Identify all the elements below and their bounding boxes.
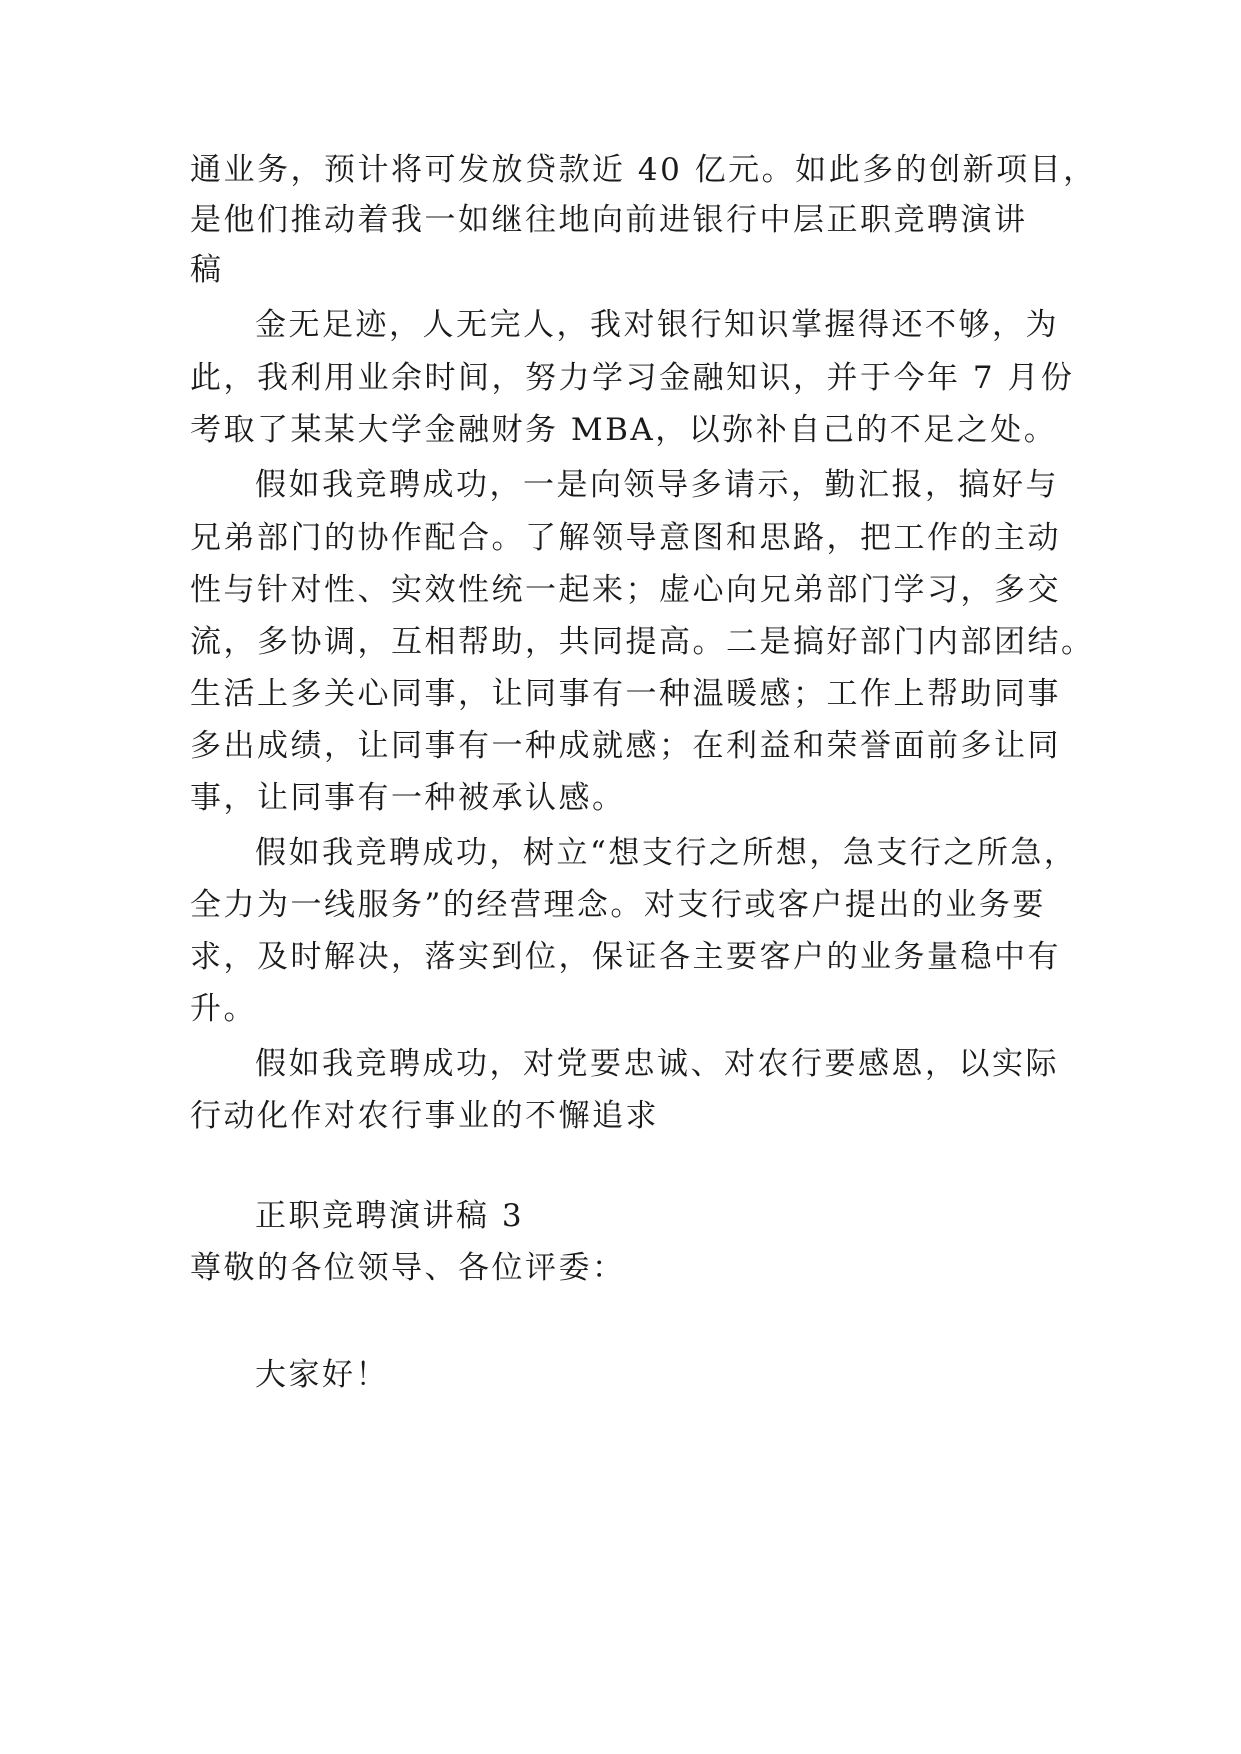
paragraph-line: 是他们推动着我一如继往地向前进银行中层正职竞聘演讲 <box>190 202 1028 238</box>
section-title: 正职竞聘演讲稿 3 <box>255 1198 525 1234</box>
paragraph-line: 金无足迹，人无完人，我对银行知识掌握得还不够，为 <box>255 307 1059 343</box>
paragraph-line: 求，及时解决，落实到位，保证各主要客户的业务量稳中有 <box>190 939 1061 975</box>
paragraph-line: 流，多协调，互相帮助，共同提高。二是搞好部门内部团结。 <box>190 624 1095 660</box>
paragraph-line: 考取了某某大学金融财务 MBA，以弥补自己的不足之处。 <box>190 412 1058 448</box>
paragraph-line: 假如我竞聘成功，一是向领导多请示，勤汇报，搞好与 <box>255 467 1059 503</box>
paragraph-line: 此，我利用业余时间，努力学习金融知识，并于今年 7 月份 <box>190 360 1075 396</box>
salutation: 尊敬的各位领导、各位评委： <box>190 1250 626 1286</box>
paragraph-line: 假如我竞聘成功，树立“想支行之所想，急支行之所急， <box>255 835 1078 871</box>
paragraph-line: 生活上多关心同事，让同事有一种温暖感；工作上帮助同事 <box>190 676 1061 712</box>
paragraph-line: 通业务，预计将可发放贷款近 40 亿元。如此多的创新项目， <box>190 152 1097 188</box>
paragraph-line: 多出成绩，让同事有一种成就感；在利益和荣誉面前多让同 <box>190 728 1061 764</box>
paragraph-line: 行动化作对农行事业的不懈追求 <box>190 1098 659 1134</box>
paragraph-line: 兄弟部门的协作配合。了解领导意图和思路，把工作的主动 <box>190 520 1061 556</box>
paragraph-line: 升。 <box>190 991 257 1027</box>
paragraph-line: 全力为一线服务”的经营理念。对支行或客户提出的业务要 <box>190 887 1046 923</box>
paragraph-line: 事，让同事有一种被承认感。 <box>190 780 626 816</box>
greeting: 大家好！ <box>255 1357 389 1393</box>
paragraph-line: 性与针对性、实效性统一起来；虚心向兄弟部门学习，多交 <box>190 572 1061 608</box>
paragraph-line: 假如我竞聘成功，对党要忠诚、对农行要感恩，以实际 <box>255 1046 1059 1082</box>
paragraph-line: 稿 <box>190 252 224 288</box>
